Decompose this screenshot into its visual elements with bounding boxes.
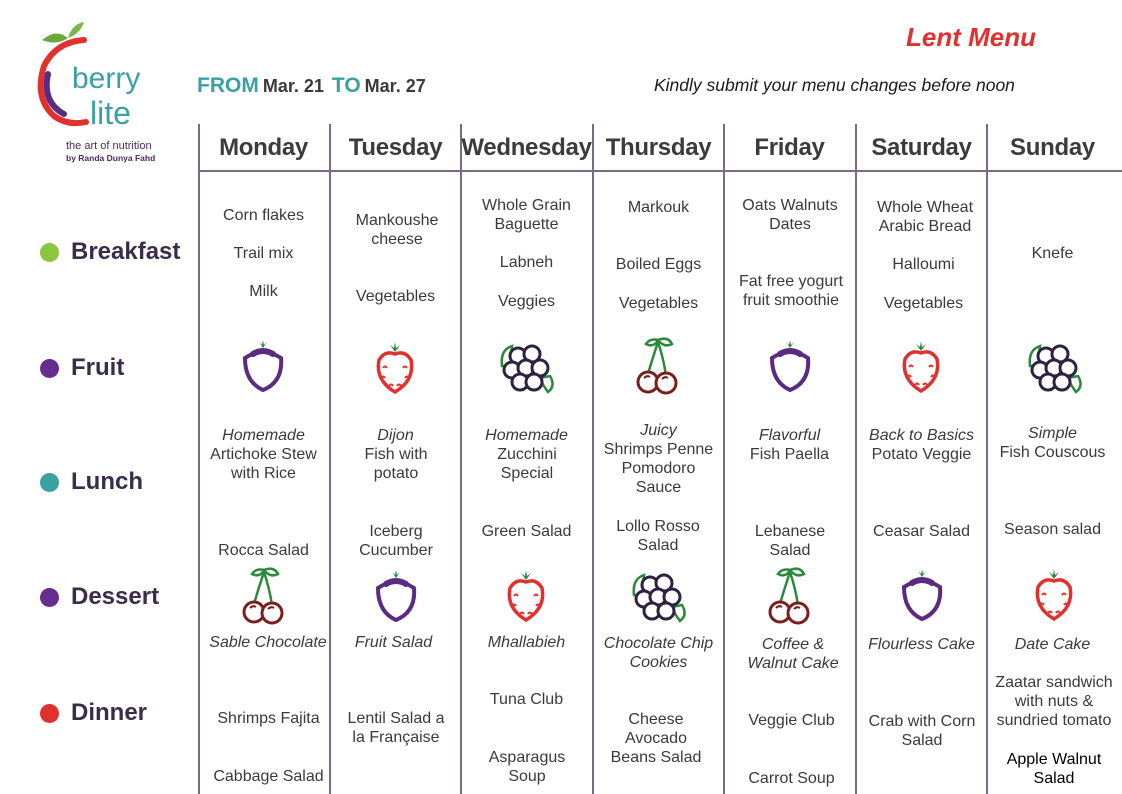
- lunch-salad: Lollo Rosso Salad: [616, 518, 700, 554]
- lunch-salad: Rocca Salad: [218, 542, 309, 559]
- dessert-item: Flourless Cake: [868, 636, 975, 653]
- menu-title: Lent Menu: [906, 22, 1036, 52]
- breakfast-item: Whole Grain Baguette: [482, 197, 571, 233]
- breakfast-item: Labneh: [499, 254, 554, 271]
- day-friday: Friday: [754, 134, 825, 161]
- cherries-icon: [234, 564, 294, 626]
- to-label: TO: [331, 74, 361, 97]
- dessert-item: Chocolate Chip Cookies: [603, 635, 714, 671]
- lunch-dish: Potato Veggie: [871, 446, 972, 463]
- brand-tagline: the art of nutrition: [66, 140, 152, 152]
- day-tuesday: Tuesday: [348, 134, 443, 161]
- lunch-dish: Zucchini Special: [497, 446, 557, 482]
- fruit-dot: [40, 359, 59, 378]
- lunch-descriptor: Flavorful: [758, 427, 821, 444]
- plum-icon: [233, 336, 293, 398]
- dinner-item: Asparagus Soup: [488, 749, 566, 785]
- dinner-item: Crab with Corn Salad: [868, 713, 976, 749]
- blueberries-icon: [628, 565, 688, 627]
- dessert-item: Fruit Salad: [354, 634, 433, 651]
- meal-label: Fruit: [71, 354, 125, 381]
- dessert-item: Coffee & Walnut Cake: [747, 636, 839, 672]
- breakfast-item: Vegetables: [618, 295, 699, 312]
- submission-note: Kindly submit your menu changes before noon: [654, 75, 1015, 95]
- lunch-salad: Green Salad: [481, 523, 572, 540]
- lunch-descriptor: Homemade: [485, 427, 568, 444]
- lunch-descriptor: Juicy: [640, 422, 677, 439]
- raspberry-icon: [891, 337, 951, 399]
- raspberry-icon: [365, 338, 425, 400]
- lunch-dish: Fish Couscous: [999, 444, 1106, 461]
- lunch-dot: [40, 473, 59, 492]
- meal-label: Dinner: [71, 699, 148, 726]
- meal-lunch: [40, 468, 143, 496]
- column-divider: [592, 124, 594, 794]
- breakfast-item: Corn flakes: [223, 207, 304, 224]
- header-divider: [198, 170, 1122, 172]
- breakfast-item: Mankoushe cheese: [355, 212, 439, 248]
- breakfast-item: Trail mix: [233, 245, 294, 262]
- raspberry-icon: [1024, 565, 1084, 627]
- meal-fruit: [40, 354, 124, 382]
- dinner-item: Cabbage Salad: [213, 768, 324, 785]
- day-sunday: Sunday: [1010, 134, 1095, 161]
- dinner-item: Lentil Salad a la Française: [347, 710, 445, 746]
- breakfast-item: Vegetables: [355, 288, 436, 305]
- meal-label: Breakfast: [71, 238, 181, 265]
- lunch-salad: Season salad: [1004, 521, 1101, 538]
- breakfast-item: Milk: [249, 283, 278, 300]
- dinner-dot: [40, 704, 59, 723]
- dessert-item: Date Cake: [1014, 636, 1091, 653]
- lunch-descriptor: Homemade: [222, 427, 305, 444]
- dessert-item: Sable Chocolate: [209, 634, 327, 651]
- lunch-salad: Iceberg Cucumber: [359, 523, 433, 559]
- plum-icon: [892, 565, 952, 627]
- day-wednesday: Wednesday: [461, 134, 592, 161]
- lunch-salad: Ceasar Salad: [873, 523, 970, 540]
- breakfast-item: Whole Wheat Arabic Bread: [876, 199, 974, 235]
- svg-text:lite: lite: [90, 95, 131, 131]
- dessert-item: Mhallabieh: [487, 634, 566, 651]
- meal-breakfast: [40, 238, 180, 266]
- date-range: [197, 74, 430, 100]
- breakfast-item: Knefe: [1031, 245, 1074, 262]
- column-divider: [329, 124, 331, 794]
- lunch-dish: Fish Paella: [749, 446, 830, 463]
- breakfast-item: Boiled Eggs: [615, 256, 702, 273]
- dessert-dot: [40, 588, 59, 607]
- from-label: FROM: [197, 74, 259, 97]
- cherries-icon: [628, 334, 688, 396]
- breakfast-item: Fat free yogurt fruit smoothie: [738, 273, 844, 309]
- breakfast-item: Halloumi: [892, 256, 955, 273]
- dinner-item: Shrimps Fajita: [217, 710, 320, 727]
- breakfast-item: Oats Walnuts Dates: [742, 197, 838, 233]
- breakfast-item: Markouk: [627, 199, 690, 216]
- to-date: Mar. 27: [364, 76, 426, 96]
- blueberries-icon: [1024, 336, 1084, 398]
- brand-byline: by Randa Dunya Fahd: [66, 153, 156, 163]
- cherries-icon: [760, 564, 820, 626]
- meal-dinner: [40, 699, 147, 727]
- lunch-salad: Lebanese Salad: [754, 523, 826, 559]
- dinner-item: Tuna Club: [489, 691, 564, 708]
- dinner-item: Veggie Club: [748, 712, 835, 729]
- dinner-item: Apple Walnut Salad: [1006, 751, 1102, 787]
- day-monday: Monday: [219, 134, 308, 161]
- raspberry-icon: [496, 566, 556, 628]
- meal-dessert: [40, 583, 159, 611]
- plum-icon: [760, 336, 820, 398]
- dinner-item: Carrot Soup: [748, 770, 835, 787]
- lunch-descriptor: Dijon: [377, 427, 414, 444]
- lunch-dish: Artichoke Stew with Rice: [210, 446, 317, 482]
- dinner-item: Cheese Avocado Beans Salad: [610, 711, 702, 766]
- lunch-dish: Fish with potato: [364, 446, 428, 482]
- meal-label: Dessert: [71, 583, 160, 610]
- lunch-descriptor: Simple: [1028, 425, 1077, 442]
- day-saturday: Saturday: [871, 134, 972, 161]
- breakfast-item: Vegetables: [883, 295, 964, 312]
- day-thursday: Thursday: [605, 134, 712, 161]
- breakfast-item: Veggies: [498, 293, 555, 310]
- blueberries-icon: [496, 336, 556, 398]
- meal-label: Lunch: [71, 468, 143, 495]
- from-date: Mar. 21: [262, 76, 324, 96]
- dinner-item: Zaatar sandwich with nuts & sundried tomato: [995, 674, 1113, 729]
- plum-icon: [366, 566, 426, 628]
- lunch-dish: Shrimps Penne Pomodoro Sauce: [603, 441, 714, 496]
- lunch-descriptor: Back to Basics: [869, 427, 974, 444]
- svg-text:berry: berry: [72, 62, 141, 95]
- breakfast-dot: [40, 243, 59, 262]
